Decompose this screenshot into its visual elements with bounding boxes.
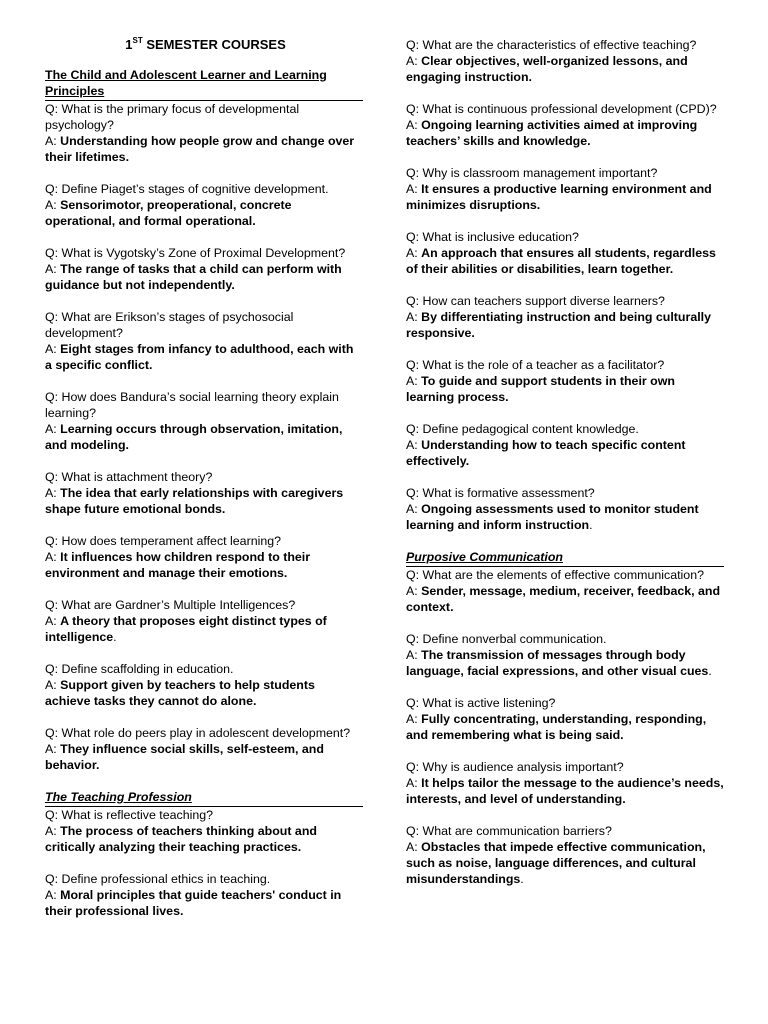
- answer-line: [406, 583, 724, 615]
- question-text: Q: What is continuous professional development (CPD)?: [406, 102, 717, 116]
- answer-prefix: A:: [406, 840, 422, 854]
- answer-line: [406, 117, 724, 149]
- question-text: Q: What is attachment theory?: [45, 470, 213, 484]
- answer-text: It helps tailor the message to the audience’s needs, interests, and level of understanding.: [406, 776, 724, 806]
- qa-item: [45, 245, 363, 293]
- question-text: Q: Define Piaget’s stages of cognitive development.: [45, 182, 329, 196]
- section-heading: Purposive Communication: [406, 549, 724, 567]
- answer-text: Eight stages from infancy to adulthood, each with a specific conflict.: [45, 342, 354, 372]
- answer-text: Obstacles that impede effective communication, such as noise, language differences, and cultural misunderstandings: [406, 840, 706, 886]
- answer-line: [45, 887, 363, 919]
- answer-line: [406, 309, 724, 341]
- qa-item: [406, 357, 724, 405]
- question-text: Q: How can teachers support diverse learners?: [406, 294, 665, 308]
- answer-suffix: .: [113, 630, 117, 644]
- answer-prefix: A:: [406, 118, 422, 132]
- answer-prefix: A:: [406, 502, 422, 516]
- answer-line: [406, 711, 724, 743]
- qa-item: [406, 485, 724, 533]
- title-superscript: ST: [132, 36, 143, 45]
- question-text: Q: What are the elements of effective communication?: [406, 568, 704, 582]
- answer-suffix: .: [708, 664, 712, 678]
- answer-line: [45, 341, 363, 373]
- answer-text: By differentiating instruction and being culturally responsive.: [406, 310, 711, 340]
- answer-text: They influence social skills, self-esteem, and behavior.: [45, 742, 324, 772]
- answer-text: It influences how children respond to their environment and manage their emotions.: [45, 550, 311, 580]
- qa-item: [406, 567, 724, 615]
- question-text: Q: Why is audience analysis important?: [406, 760, 624, 774]
- answer-text: Fully concentrating, understanding, responding, and remembering what is being said.: [406, 712, 707, 742]
- question-text: Q: Define scaffolding in education.: [45, 662, 234, 676]
- qa-item: [406, 759, 724, 807]
- question-text: Q: What is active listening?: [406, 696, 556, 710]
- answer-text: Clear objectives, well-organized lessons, and engaging instruction.: [406, 54, 688, 84]
- answer-prefix: A:: [406, 776, 422, 790]
- answer-prefix: A:: [406, 54, 422, 68]
- answer-text: Support given by teachers to help students achieve tasks they cannot do alone.: [45, 678, 315, 708]
- answer-line: [406, 775, 724, 807]
- course-section: [406, 549, 724, 887]
- answer-line: [406, 501, 724, 533]
- answer-text: To guide and support students in their own learning process.: [406, 374, 675, 404]
- qa-item: [406, 101, 724, 149]
- qa-item: [406, 421, 724, 469]
- answer-prefix: A:: [45, 198, 61, 212]
- answer-text: Ongoing learning activities aimed at improving teachers’ skills and knowledge.: [406, 118, 698, 148]
- qa-item: [406, 695, 724, 743]
- answer-line: [45, 197, 363, 229]
- answer-text: A theory that proposes eight distinct types of intelligence: [45, 614, 327, 644]
- answer-text: Sender, message, medium, receiver, feedback, and context.: [406, 584, 721, 614]
- qa-item: [406, 293, 724, 341]
- answer-prefix: A:: [45, 678, 61, 692]
- answer-text: Moral principles that guide teachers' conduct in their professional lives.: [45, 888, 342, 918]
- answer-line: [406, 647, 724, 679]
- answer-line: [45, 677, 363, 709]
- qa-item: [45, 807, 363, 855]
- qa-item: [45, 533, 363, 581]
- answer-text: The transmission of messages through body language, facial expressions, and other visual cues: [406, 648, 709, 678]
- right-column: [406, 37, 724, 903]
- answer-prefix: A:: [45, 422, 61, 436]
- question-text: Q: What is the role of a teacher as a facilitator?: [406, 358, 665, 372]
- answer-line: [45, 613, 363, 645]
- answer-prefix: A:: [45, 134, 61, 148]
- answer-suffix: .: [520, 872, 524, 886]
- answer-prefix: A:: [45, 742, 61, 756]
- answer-prefix: A:: [45, 262, 61, 276]
- qa-item: [45, 101, 363, 165]
- answer-line: [45, 741, 363, 773]
- question-text: Q: What are Erikson’s stages of psychosocial development?: [45, 310, 294, 340]
- answer-text: The process of teachers thinking about and critically analyzing their teaching practices.: [45, 824, 317, 854]
- qa-item: [45, 725, 363, 773]
- answer-prefix: A:: [406, 648, 422, 662]
- answer-text: The idea that early relationships with caregivers shape future emotional bonds.: [45, 486, 344, 516]
- question-text: Q: What are the characteristics of effective teaching?: [406, 38, 697, 52]
- section-heading: The Teaching Profession: [45, 789, 363, 807]
- question-text: Q: Define nonverbal communication.: [406, 632, 607, 646]
- answer-text: Understanding how to teach specific content effectively.: [406, 438, 686, 468]
- answer-text: Learning occurs through observation, imitation, and modeling.: [45, 422, 343, 452]
- answer-line: [45, 133, 363, 165]
- answer-suffix: .: [589, 518, 593, 532]
- qa-item: [406, 37, 724, 85]
- left-column: [45, 37, 363, 935]
- answer-line: [406, 437, 724, 469]
- answer-text: The range of tasks that a child can perform with guidance but not independently.: [45, 262, 342, 292]
- question-text: Q: What are Gardner’s Multiple Intelligences?: [45, 598, 296, 612]
- answer-prefix: A:: [406, 712, 422, 726]
- answer-line: [45, 485, 363, 517]
- question-text: Q: What is reflective teaching?: [45, 808, 214, 822]
- answer-line: [406, 373, 724, 405]
- question-text: Q: How does temperament affect learning?: [45, 534, 282, 548]
- answer-text: Ongoing assessments used to monitor student learning and inform instruction: [406, 502, 699, 532]
- answer-line: [406, 181, 724, 213]
- answer-prefix: A:: [406, 310, 422, 324]
- answer-line: [45, 549, 363, 581]
- answer-prefix: A:: [406, 246, 422, 260]
- answer-prefix: A:: [45, 888, 61, 902]
- qa-item: [45, 389, 363, 453]
- course-section: [406, 37, 724, 533]
- title-suffix: SEMESTER COURSES: [142, 37, 286, 52]
- answer-prefix: A:: [45, 486, 61, 500]
- page-title: [45, 37, 363, 53]
- question-text: Q: What role do peers play in adolescent development?: [45, 726, 351, 740]
- course-section: [45, 789, 363, 919]
- question-text: Q: What is Vygotsky’s Zone of Proximal Development?: [45, 246, 346, 260]
- answer-text: Sensorimotor, preoperational, concrete operational, and formal operational.: [45, 198, 292, 228]
- qa-item: [45, 181, 363, 229]
- answer-line: [406, 53, 724, 85]
- qa-item: [45, 597, 363, 645]
- question-text: Q: How does Bandura’s social learning theory explain learning?: [45, 390, 339, 420]
- question-text: Q: What is formative assessment?: [406, 486, 595, 500]
- answer-text: Understanding how people grow and change over their lifetimes.: [45, 134, 355, 164]
- question-text: Q: Define pedagogical content knowledge.: [406, 422, 639, 436]
- qa-item: [406, 229, 724, 277]
- course-section: [45, 67, 363, 773]
- qa-item: [45, 469, 363, 517]
- answer-prefix: A:: [406, 584, 422, 598]
- answer-line: [406, 245, 724, 277]
- answer-line: [406, 839, 724, 887]
- answer-prefix: A:: [406, 182, 422, 196]
- answer-text: An approach that ensures all students, regardless of their abilities or disabilities, learn together.: [406, 246, 716, 276]
- question-text: Q: Why is classroom management important?: [406, 166, 658, 180]
- qa-item: [406, 631, 724, 679]
- question-text: Q: Define professional ethics in teaching.: [45, 872, 271, 886]
- qa-item: [406, 823, 724, 887]
- answer-prefix: A:: [45, 824, 61, 838]
- answer-prefix: A:: [45, 550, 61, 564]
- question-text: Q: What are communication barriers?: [406, 824, 612, 838]
- answer-prefix: A:: [45, 614, 61, 628]
- qa-item: [406, 165, 724, 213]
- question-text: Q: What is the primary focus of developmental psychology?: [45, 102, 300, 132]
- answer-line: [45, 823, 363, 855]
- question-text: Q: What is inclusive education?: [406, 230, 579, 244]
- answer-line: [45, 261, 363, 293]
- section-heading: The Child and Adolescent Learner and Learning Principles: [45, 67, 363, 101]
- answer-prefix: A:: [45, 342, 61, 356]
- answer-prefix: A:: [406, 374, 422, 388]
- answer-line: [45, 421, 363, 453]
- answer-text: It ensures a productive learning environment and minimizes disruptions.: [406, 182, 712, 212]
- qa-item: [45, 309, 363, 373]
- qa-item: [45, 661, 363, 709]
- answer-prefix: A:: [406, 438, 422, 452]
- qa-item: [45, 871, 363, 919]
- title-prefix: 1: [125, 37, 133, 52]
